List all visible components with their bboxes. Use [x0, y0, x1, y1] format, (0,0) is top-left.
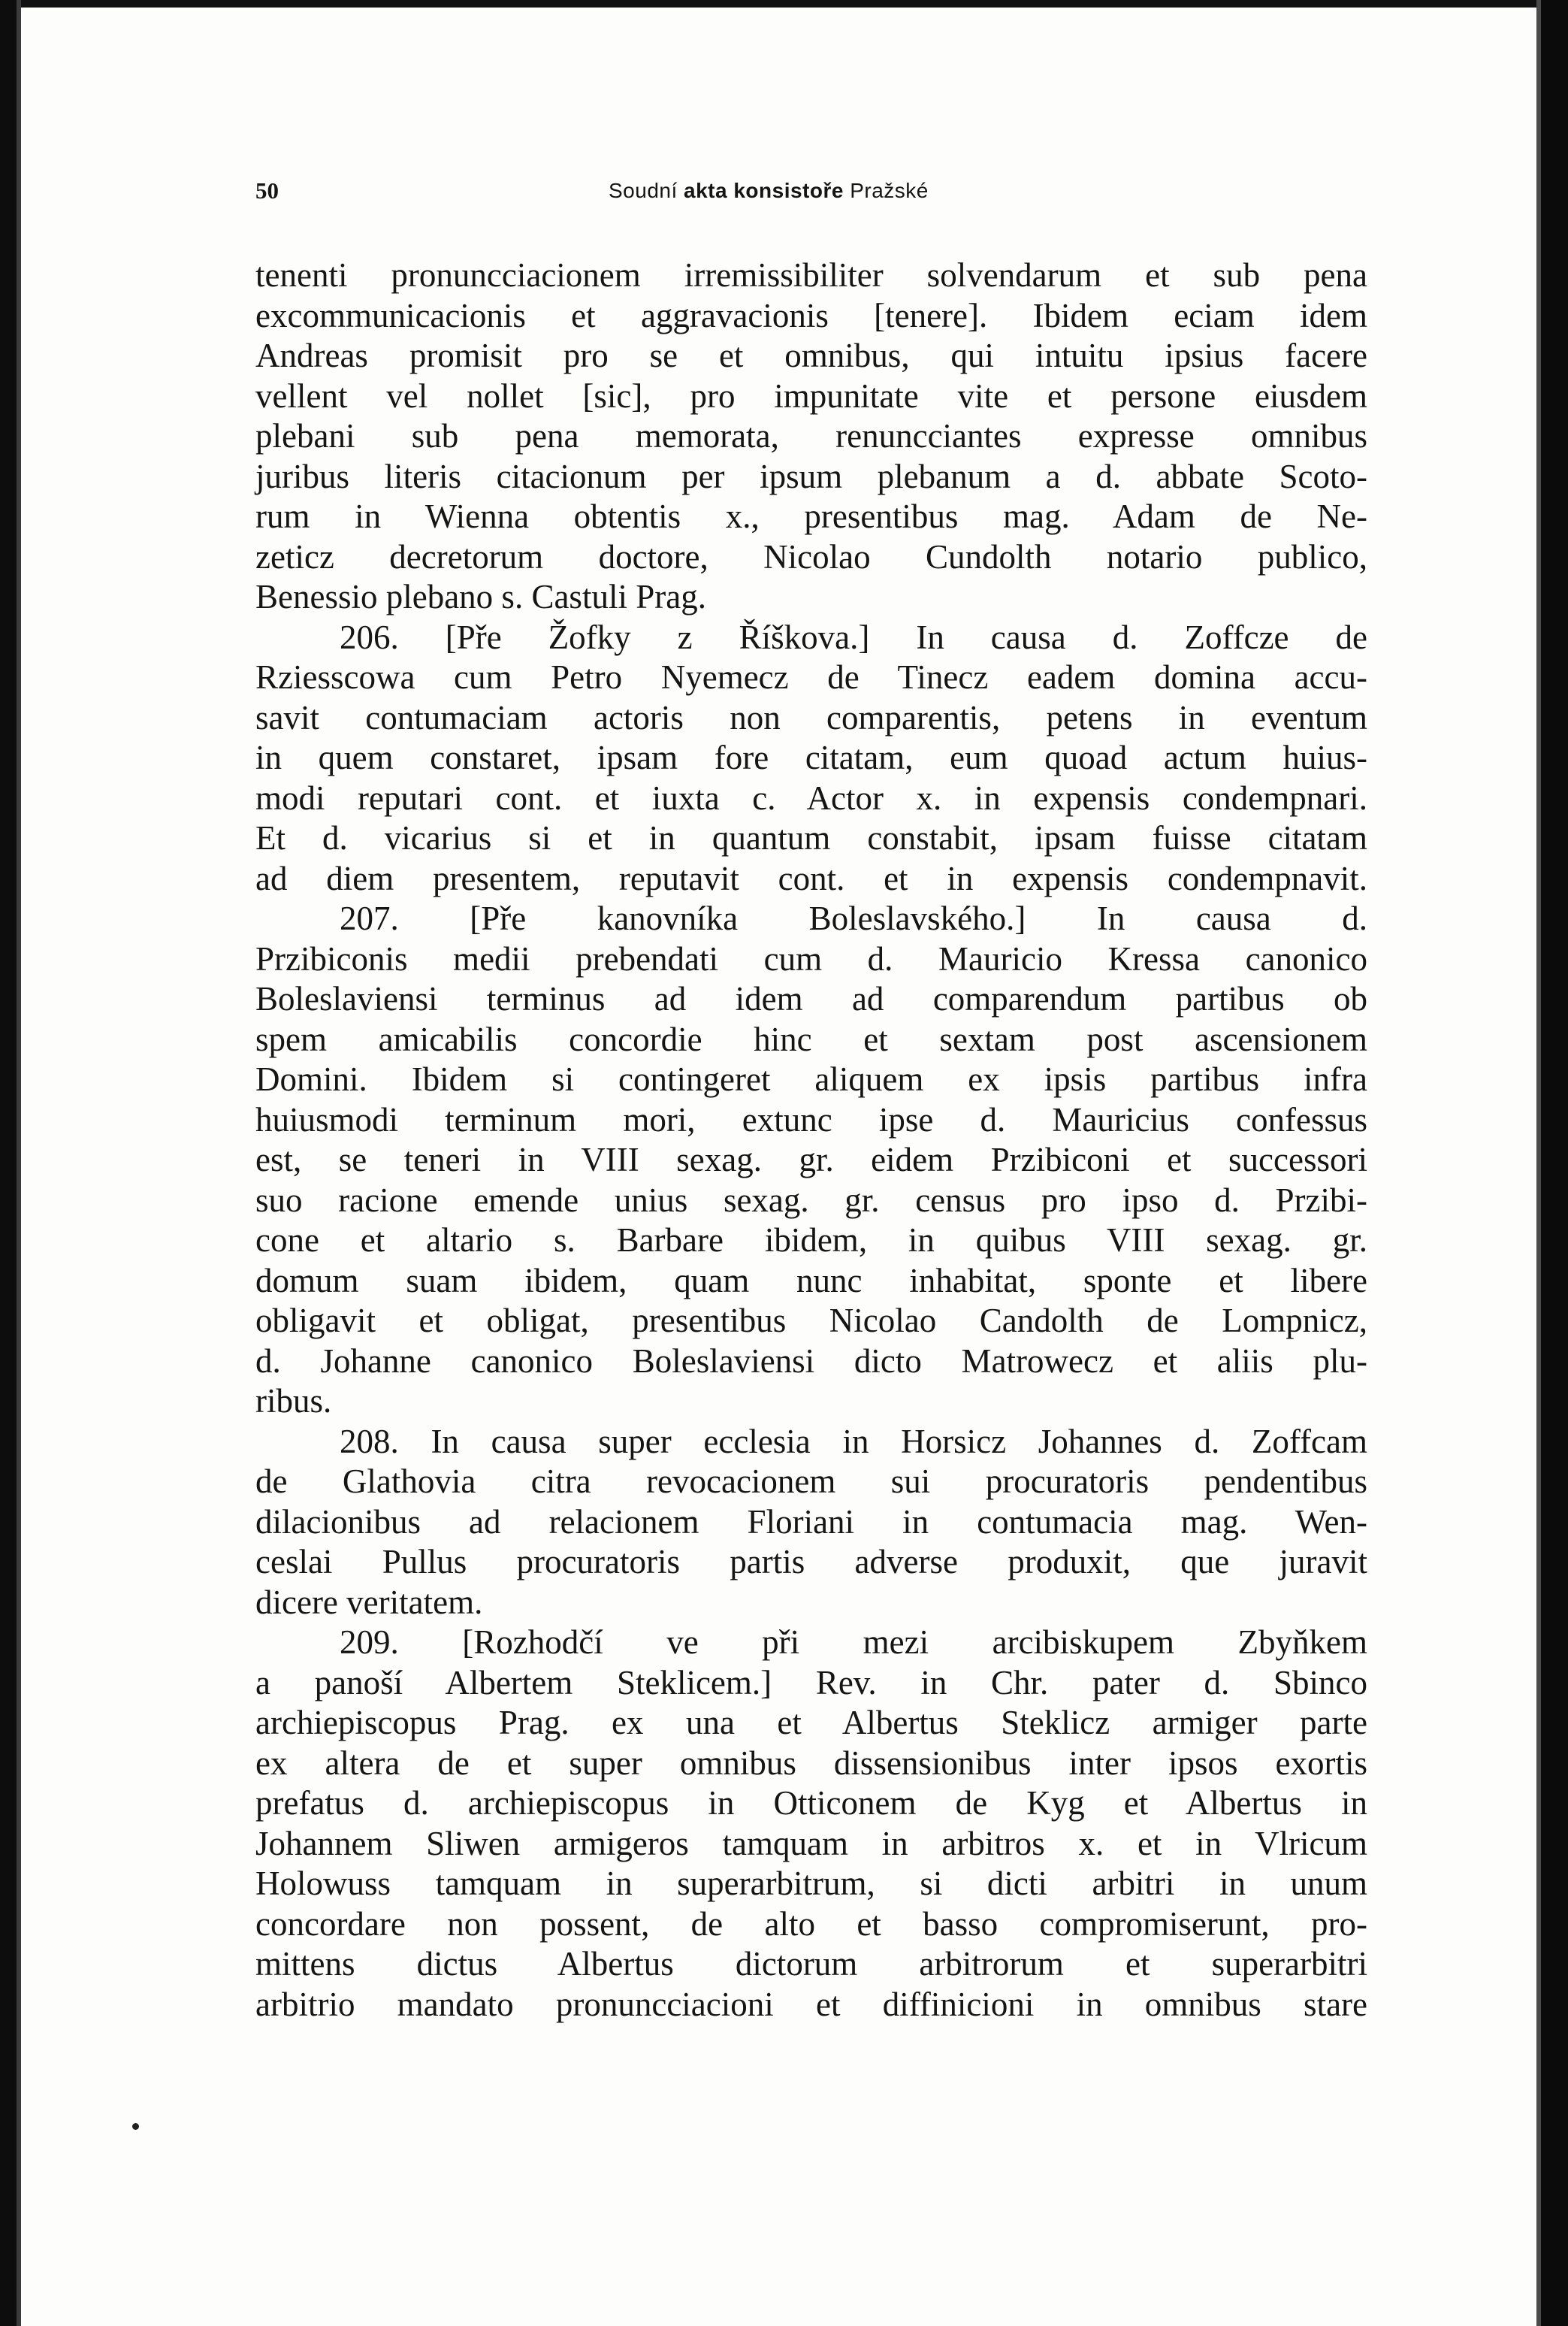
text-line: arbitrio mandato pronuncciacioni et diffinicioni in omnibus stare — [255, 1985, 1367, 2023]
text-line: domum suam ibidem, quam nunc inhabitat, sponte et libere — [255, 1261, 1367, 1299]
text-line: dilacionibus ad relacionem Floriani in contumacia mag. Wen- — [255, 1502, 1367, 1541]
text-line: ad diem presentem, reputavit cont. et in expensis condempnavit. — [255, 859, 1367, 897]
text-line: archiepiscopus Prag. ex una et Albertus Steklicz armiger parte — [255, 1704, 1367, 1741]
text-line: Et d. vicarius si et in quantum constabit, ipsam fuisse citatam — [255, 819, 1367, 857]
text-line: ribus. — [255, 1382, 332, 1420]
running-title-part1: Soudní — [609, 179, 678, 202]
text-line: Benessio plebano s. Castuli Prag. — [255, 578, 706, 616]
text-line: concordare non possent, de alto et basso compromiserunt, pro- — [255, 1904, 1367, 1943]
text-line: Boleslaviensi terminus ad idem ad comparendum partibus ob — [255, 980, 1367, 1018]
text-line: in quem constaret, ipsam fore citatam, eum quoad actum huius- — [255, 739, 1367, 776]
text-line: savit contumaciam actoris non comparentis, petens in eventum — [255, 698, 1367, 737]
scan-border-top — [0, 0, 1568, 8]
scan-border-right-shadow — [1536, 0, 1541, 2326]
text-line: Domini. Ibidem si contingeret aliquem ex ipsis partibus infra — [255, 1060, 1367, 1098]
text-line: juribus literis citacionum per ipsum plebanum a d. abbate Scoto- — [255, 457, 1367, 495]
text-line: spem amicabilis concordie hinc et sextam post ascensionem — [255, 1020, 1367, 1058]
text-line: cone et altario s. Barbare ibidem, in quibus VIII sexag. gr. — [255, 1221, 1367, 1259]
page-number: 50 — [255, 177, 279, 204]
page-header — [255, 176, 1007, 206]
text-line: Przibiconis medii prebendati cum d. Mauricio Kressa canonico — [255, 939, 1367, 978]
text-line: modi reputari cont. et iuxta c. Actor x. in expensis condempnari. — [255, 779, 1367, 817]
scan-border-left — [0, 0, 17, 2326]
text-line: Johannem Sliwen armigeros tamquam in arbitros x. et in Vlricum — [255, 1824, 1367, 1862]
text-line: a panoší Albertem Steklicem.] Rev. in Chr. pater d. Sbinco — [255, 1663, 1367, 1701]
text-line: zeticz decretorum doctore, Nicolao Cundolth notario publico, — [255, 537, 1367, 576]
text-line: tenenti pronuncciacionem irremissibiliter solvendarum et sub pena — [255, 256, 1367, 294]
text-line: Andreas promisit pro se et omnibus, qui intuitu ipsius facere — [255, 337, 1367, 374]
scan-border-left-shadow — [17, 0, 21, 2326]
scan-speck — [132, 2123, 139, 2130]
text-line: mittens dictus Albertus dictorum arbitrorum et superarbitri — [255, 1945, 1367, 1983]
text-line: plebani sub pena memorata, renuncciantes expresse omnibus — [255, 417, 1367, 455]
scan-border-right — [1541, 0, 1568, 2326]
entry-207-heading-line: 207. [Pře kanovníka Boleslavského.] In causa d. — [340, 900, 1367, 937]
text-line: prefatus d. archiepiscopus in Otticonem de Kyg et Albertus in — [255, 1784, 1367, 1822]
entry-208-heading-line: 208. In causa super ecclesia in Horsicz Johannes d. Zoffcam — [340, 1422, 1367, 1460]
entry-206-heading-line: 206. [Pře Žofky z Říškova.] In causa d. Zoffcze de — [340, 618, 1367, 656]
text-line: vellent vel nollet [sic], pro impunitate vite et persone eiusdem — [255, 377, 1367, 415]
text-line: est, se teneri in VIII sexag. gr. eidem Przibiconi et successori — [255, 1141, 1367, 1178]
text-line: huiusmodi terminum mori, extunc ipse d. Mauricius confessus — [255, 1100, 1367, 1139]
text-line: rum in Wienna obtentis x., presentibus mag. Adam de Ne- — [255, 498, 1367, 535]
body-text — [255, 256, 1367, 2025]
text-line: Holowuss tamquam in superarbitrum, si dicti arbitri in unum — [255, 1865, 1367, 1902]
text-line: excommunicacionis et aggravacionis [tenere]. Ibidem eciam idem — [255, 296, 1367, 334]
text-line: ceslai Pullus procuratoris partis adverse produxit, que juravit — [255, 1543, 1367, 1580]
entry-209-heading-line: 209. [Rozhodčí ve při mezi arcibiskupem Zbyňkem — [340, 1623, 1367, 1661]
text-line: dicere veritatem. — [255, 1583, 483, 1621]
running-title-bold: akta konsistoře — [684, 179, 844, 202]
text-line: d. Johanne canonico Boleslaviensi dicto Matrowecz et aliis plu- — [255, 1341, 1367, 1380]
text-line: suo racione emende unius sexag. gr. census pro ipso d. Przibi- — [255, 1181, 1367, 1219]
text-line: obligavit et obligat, presentibus Nicolao Candolth de Lompnicz, — [255, 1302, 1367, 1339]
running-title — [609, 176, 929, 206]
text-line: ex altera de et super omnibus dissensionibus inter ipsos exortis — [255, 1744, 1367, 1782]
running-title-part2: Pražské — [850, 179, 929, 202]
text-line: Rziesscowa cum Petro Nyemecz de Tinecz eadem domina accu- — [255, 658, 1367, 696]
text-line: de Glathovia citra revocacionem sui procuratoris pendentibus — [255, 1462, 1367, 1500]
